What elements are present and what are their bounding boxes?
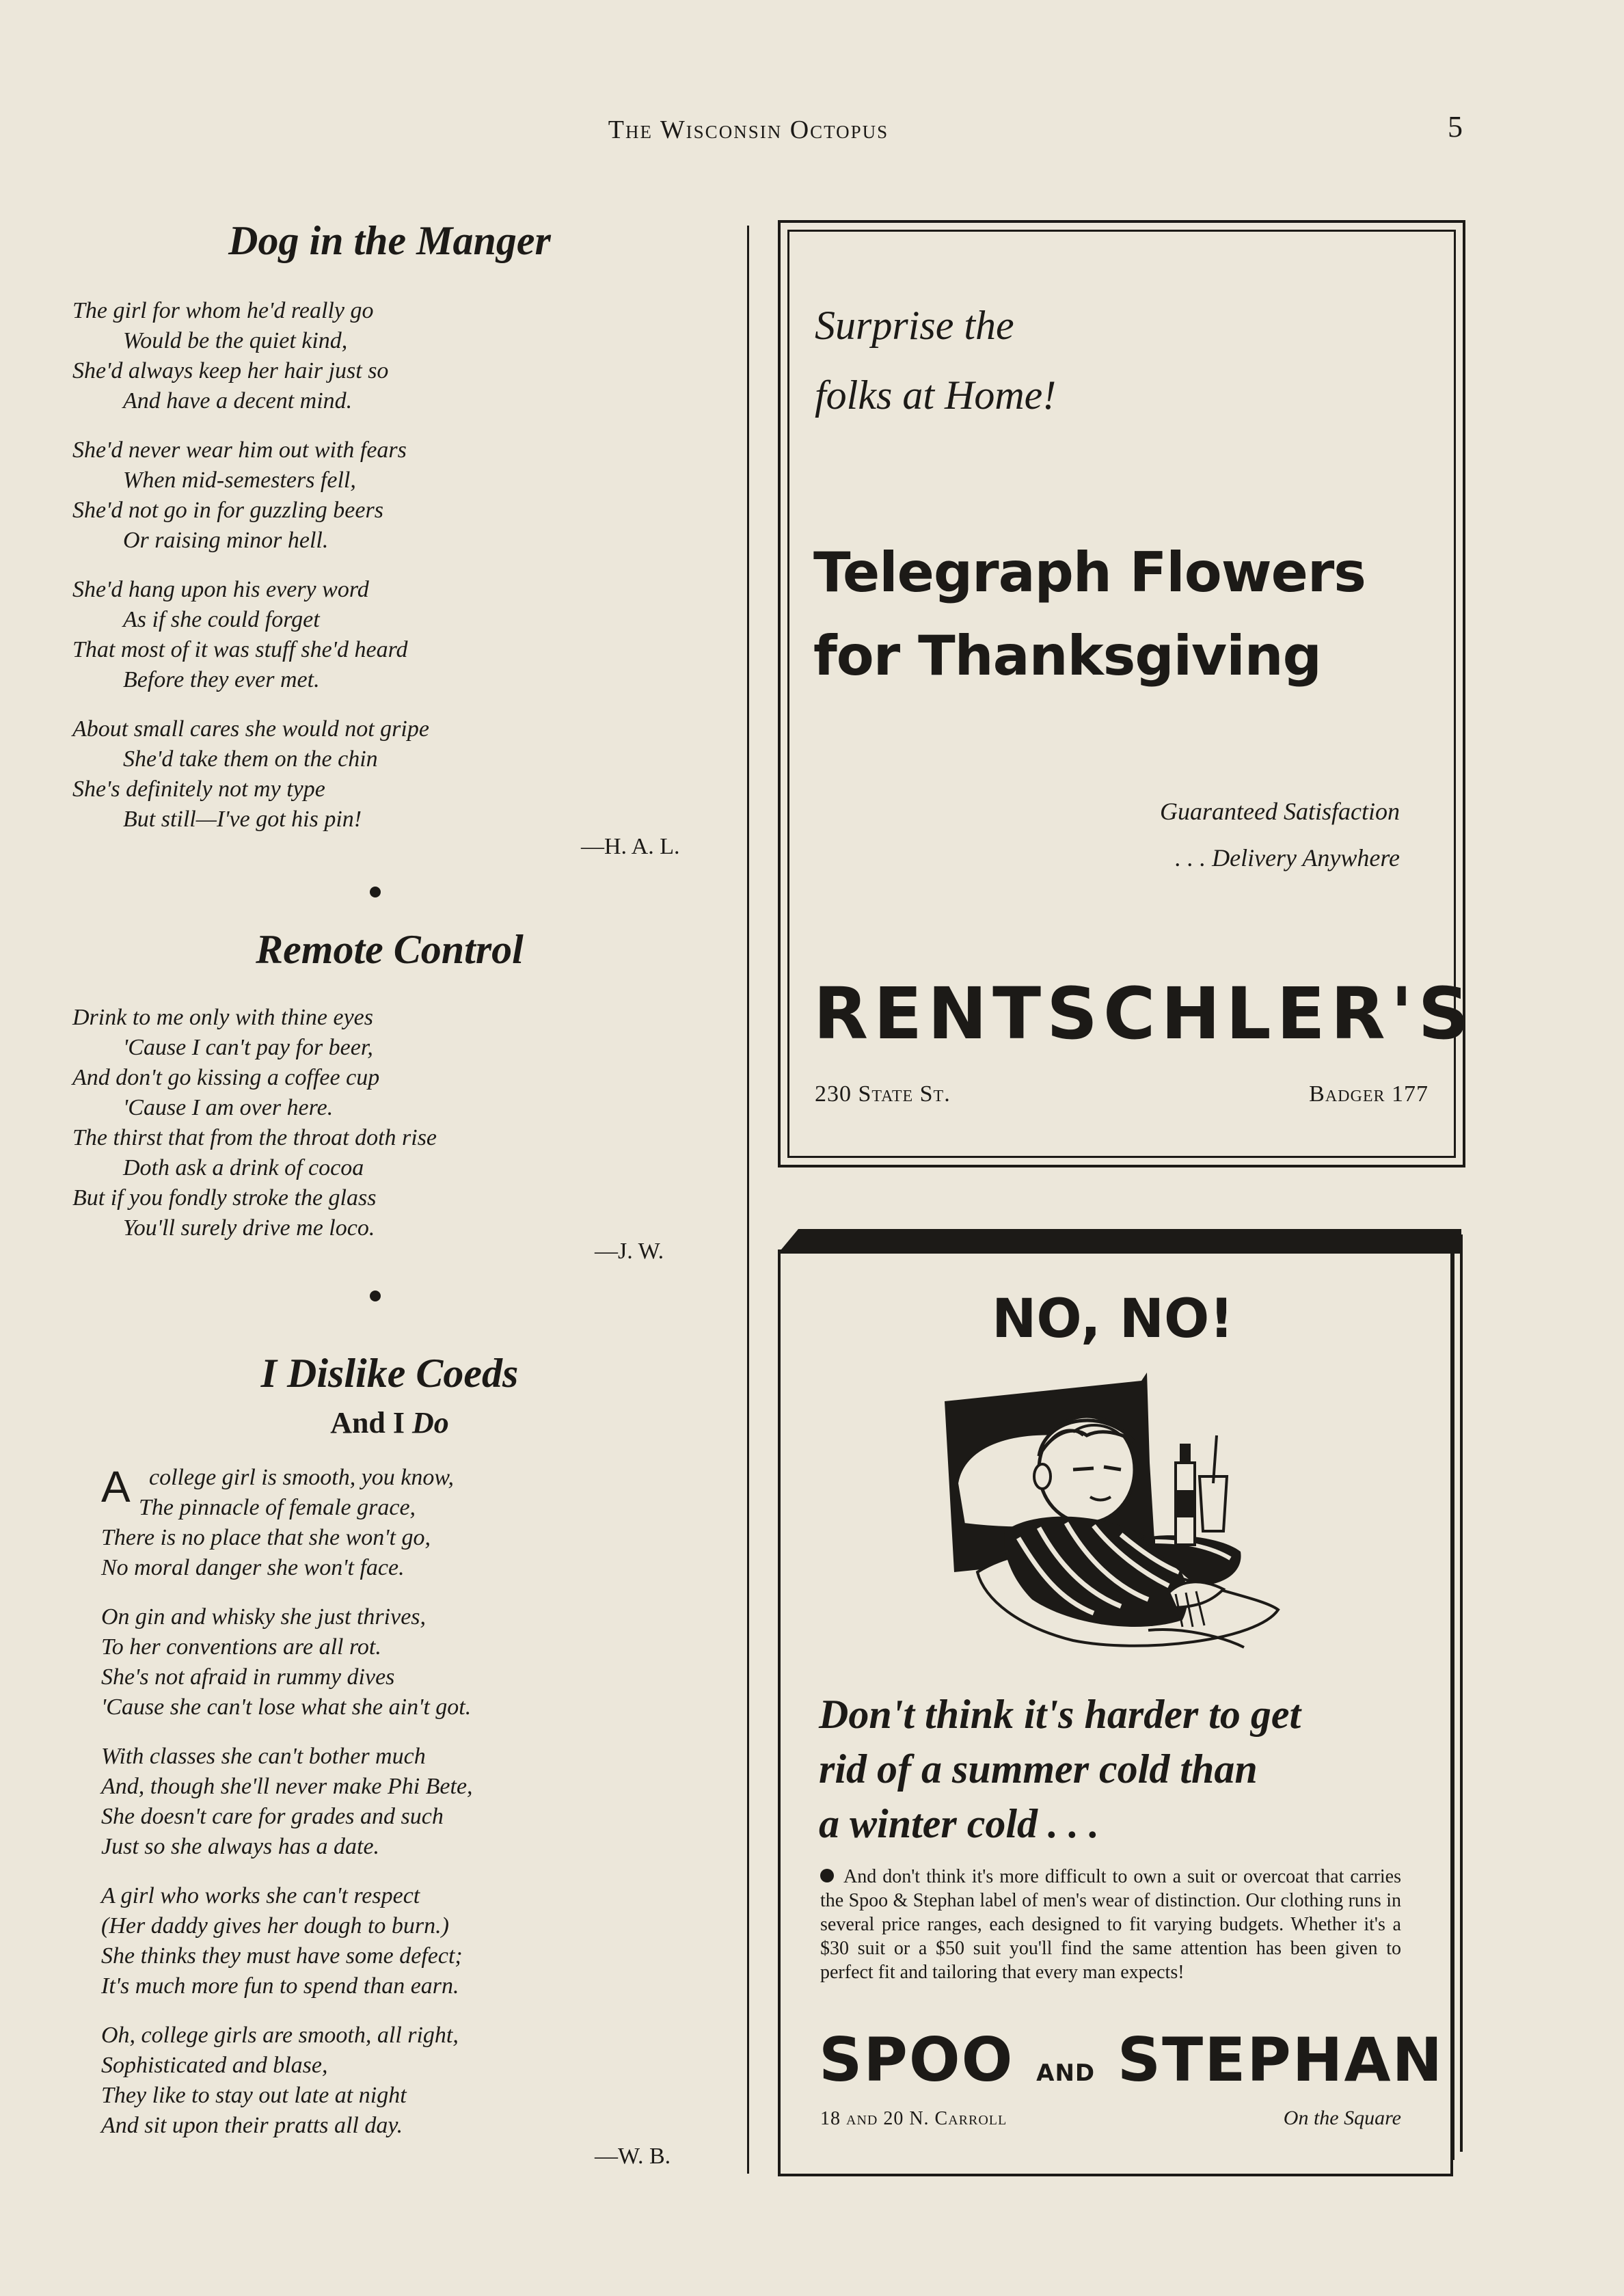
page-number: 5 <box>1448 110 1463 144</box>
ad-headline-line: for Thanksgiving <box>813 624 1321 688</box>
poem-line: Or raising minor hell. <box>123 528 329 553</box>
ad-headline <box>813 531 1366 698</box>
ad-subhead-line: rid of a summer cold than <box>819 1746 1258 1792</box>
poem-line: She'd hang upon his every word <box>72 577 369 602</box>
brand-word: STEPHAN <box>1117 2025 1444 2095</box>
poem-line: But if you fondly stroke the glass <box>72 1185 377 1211</box>
poem-line: It's much more fun to spend than earn. <box>101 1973 459 1999</box>
poem-line: A girl who works she can't respect <box>101 1883 420 1908</box>
ad-headline: NO, NO! <box>992 1288 1234 1350</box>
poem-line: She'd always keep her hair just so <box>72 358 389 383</box>
separator-bullet <box>370 887 381 897</box>
ad-body <box>820 1865 1401 1984</box>
stanza <box>101 1463 621 1583</box>
poem-line: She'd not go in for guzzling beers <box>72 498 383 523</box>
ad-address: 18 and 20 N. Carroll <box>820 2108 1007 2129</box>
poem-body-dog-in-the-manger <box>72 296 429 854</box>
poem-line: She's definitely not my type <box>72 776 325 802</box>
poem-line: And have a decent mind. <box>123 388 353 414</box>
stanza <box>101 1602 621 1723</box>
poem-line: She'd take them on the chin <box>123 746 378 772</box>
poem-line: And don't go kissing a coffee cup <box>72 1065 380 1090</box>
sick-man-in-bed-illustration <box>936 1367 1299 1675</box>
running-head: The Wisconsin Octopus <box>608 116 889 144</box>
brand-word: SPOO <box>819 2025 1014 2095</box>
poem-line: Doth ask a drink of cocoa <box>123 1155 364 1180</box>
stanza <box>101 1742 621 1862</box>
bullet-icon <box>820 1869 834 1882</box>
ad-border-side <box>1460 1234 1463 2152</box>
ad-guarantee <box>1025 788 1400 881</box>
column-divider <box>747 226 749 2174</box>
byline: —W. B. <box>595 2144 671 2169</box>
ad-tagline-line: folks at Home! <box>815 373 1057 418</box>
stanza <box>101 2021 621 2141</box>
poem-line: But still—I've got his pin! <box>123 807 362 832</box>
poem-line: She thinks they must have some defect; <box>101 1943 463 1969</box>
stanza <box>101 1881 621 2001</box>
stanza <box>72 296 429 416</box>
poem-line: Sophisticated and blase, <box>101 2053 328 2078</box>
poem-line: When mid-semesters fell, <box>123 468 356 493</box>
poem-line: 'Cause I can't pay for beer, <box>123 1035 373 1060</box>
poem-line: As if she could forget <box>123 607 320 632</box>
poem-line: Before they ever met. <box>123 667 320 692</box>
separator-bullet <box>370 1291 381 1301</box>
poem-line: There is no place that she won't go, <box>101 1525 431 1550</box>
brand-and: and <box>1036 2051 1096 2089</box>
poem-line: And, though she'll never make Phi Bete, <box>101 1774 473 1799</box>
poem-line: The girl for whom he'd really go <box>72 298 374 323</box>
poem-subtitle-plain: And I <box>330 1406 413 1440</box>
poem-line: That most of it was stuff she'd heard <box>72 637 408 662</box>
ad-subhead <box>819 1687 1301 1851</box>
poem-line: 'Cause she can't lose what she ain't got. <box>101 1694 472 1720</box>
drop-cap: A <box>101 1462 131 1511</box>
poem-title-remote-control: Remote Control <box>256 927 524 972</box>
poem-line: She's not afraid in rummy dives <box>101 1664 395 1690</box>
ad-phone: Badger 177 <box>1309 1081 1429 1107</box>
byline: —H. A. L. <box>581 834 680 859</box>
poem-title-i-dislike-coeds: I Dislike Coeds <box>260 1351 519 1396</box>
poem-line: college girl is smooth, you know, <box>149 1465 455 1490</box>
poem-line: No moral danger she won't face. <box>101 1555 405 1580</box>
poem-line: With classes she can't bother much <box>101 1744 426 1769</box>
poem-line: About small cares she would not gripe <box>72 716 429 742</box>
poem-line: And sit upon their pratts all day. <box>101 2113 403 2138</box>
poem-line: She doesn't care for grades and such <box>101 1804 444 1829</box>
brand-rentschlers: RENTSCHLER'S <box>813 972 1475 1055</box>
ad-subhead-line: a winter cold . . . <box>819 1801 1100 1846</box>
stanza <box>72 714 429 835</box>
poem-line: Just so she always has a date. <box>101 1834 380 1859</box>
poem-line: (Her daddy gives her dough to burn.) <box>101 1913 449 1939</box>
poem-subtitle-italic: Do <box>412 1406 449 1440</box>
stanza <box>72 575 429 695</box>
ad-body-paragraph <box>820 1865 1401 1984</box>
ad-location: On the Square <box>1283 2107 1401 2129</box>
ad-guarantee-line: . . . Delivery Anywhere <box>1175 844 1400 872</box>
poem-line: On gin and whisky she just thrives, <box>101 1604 427 1630</box>
poem-body-i-dislike-coeds <box>101 1463 621 2160</box>
poem-line: The thirst that from the throat doth rise <box>72 1125 437 1150</box>
poem-line: You'll surely drive me loco. <box>123 1215 375 1241</box>
ad-address: 230 State St. <box>815 1081 951 1107</box>
poem-line: She'd never wear him out with fears <box>72 437 407 463</box>
ad-headline-line: Telegraph Flowers <box>813 541 1366 604</box>
ad-subhead-line: Don't think it's harder to get <box>819 1692 1301 1737</box>
poem-line: The pinnacle of female grace, <box>139 1495 416 1520</box>
poem-line: 'Cause I am over here. <box>123 1095 334 1120</box>
stanza <box>72 435 429 556</box>
poem-line: They like to stay out late at night <box>101 2083 407 2108</box>
poem-line: To her conventions are all rot. <box>101 1634 381 1660</box>
brand-spoo-and-stephan <box>819 2025 1444 2095</box>
ad-tagline <box>815 291 1056 430</box>
poem-body-remote-control <box>72 1003 437 1243</box>
poem-title-dog-in-the-manger: Dog in the Manger <box>228 218 551 263</box>
poem-subtitle <box>96 1405 684 1440</box>
ad-guarantee-line: Guaranteed Satisfaction <box>1160 798 1400 825</box>
poem-line: Oh, college girls are smooth, all right, <box>101 2023 459 2048</box>
ad-tagline-line: Surprise the <box>815 303 1014 348</box>
poem-line: Would be the quiet kind, <box>123 328 348 353</box>
ad-body-text: And don't think it's more difficult to own a suit or overcoat that carries the Spoo & Stephan label of men's wear of distinction. Our clothing runs in several price ranges, each designed to fit varying budgets. Whether it's a $30 suit or a $50 suit you'll find the same attention has been given to perfect fit and tailoring that every man expects! <box>820 1866 1401 1983</box>
byline: —J. W. <box>595 1239 664 1264</box>
poem-line: Drink to me only with thine eyes <box>72 1005 374 1030</box>
